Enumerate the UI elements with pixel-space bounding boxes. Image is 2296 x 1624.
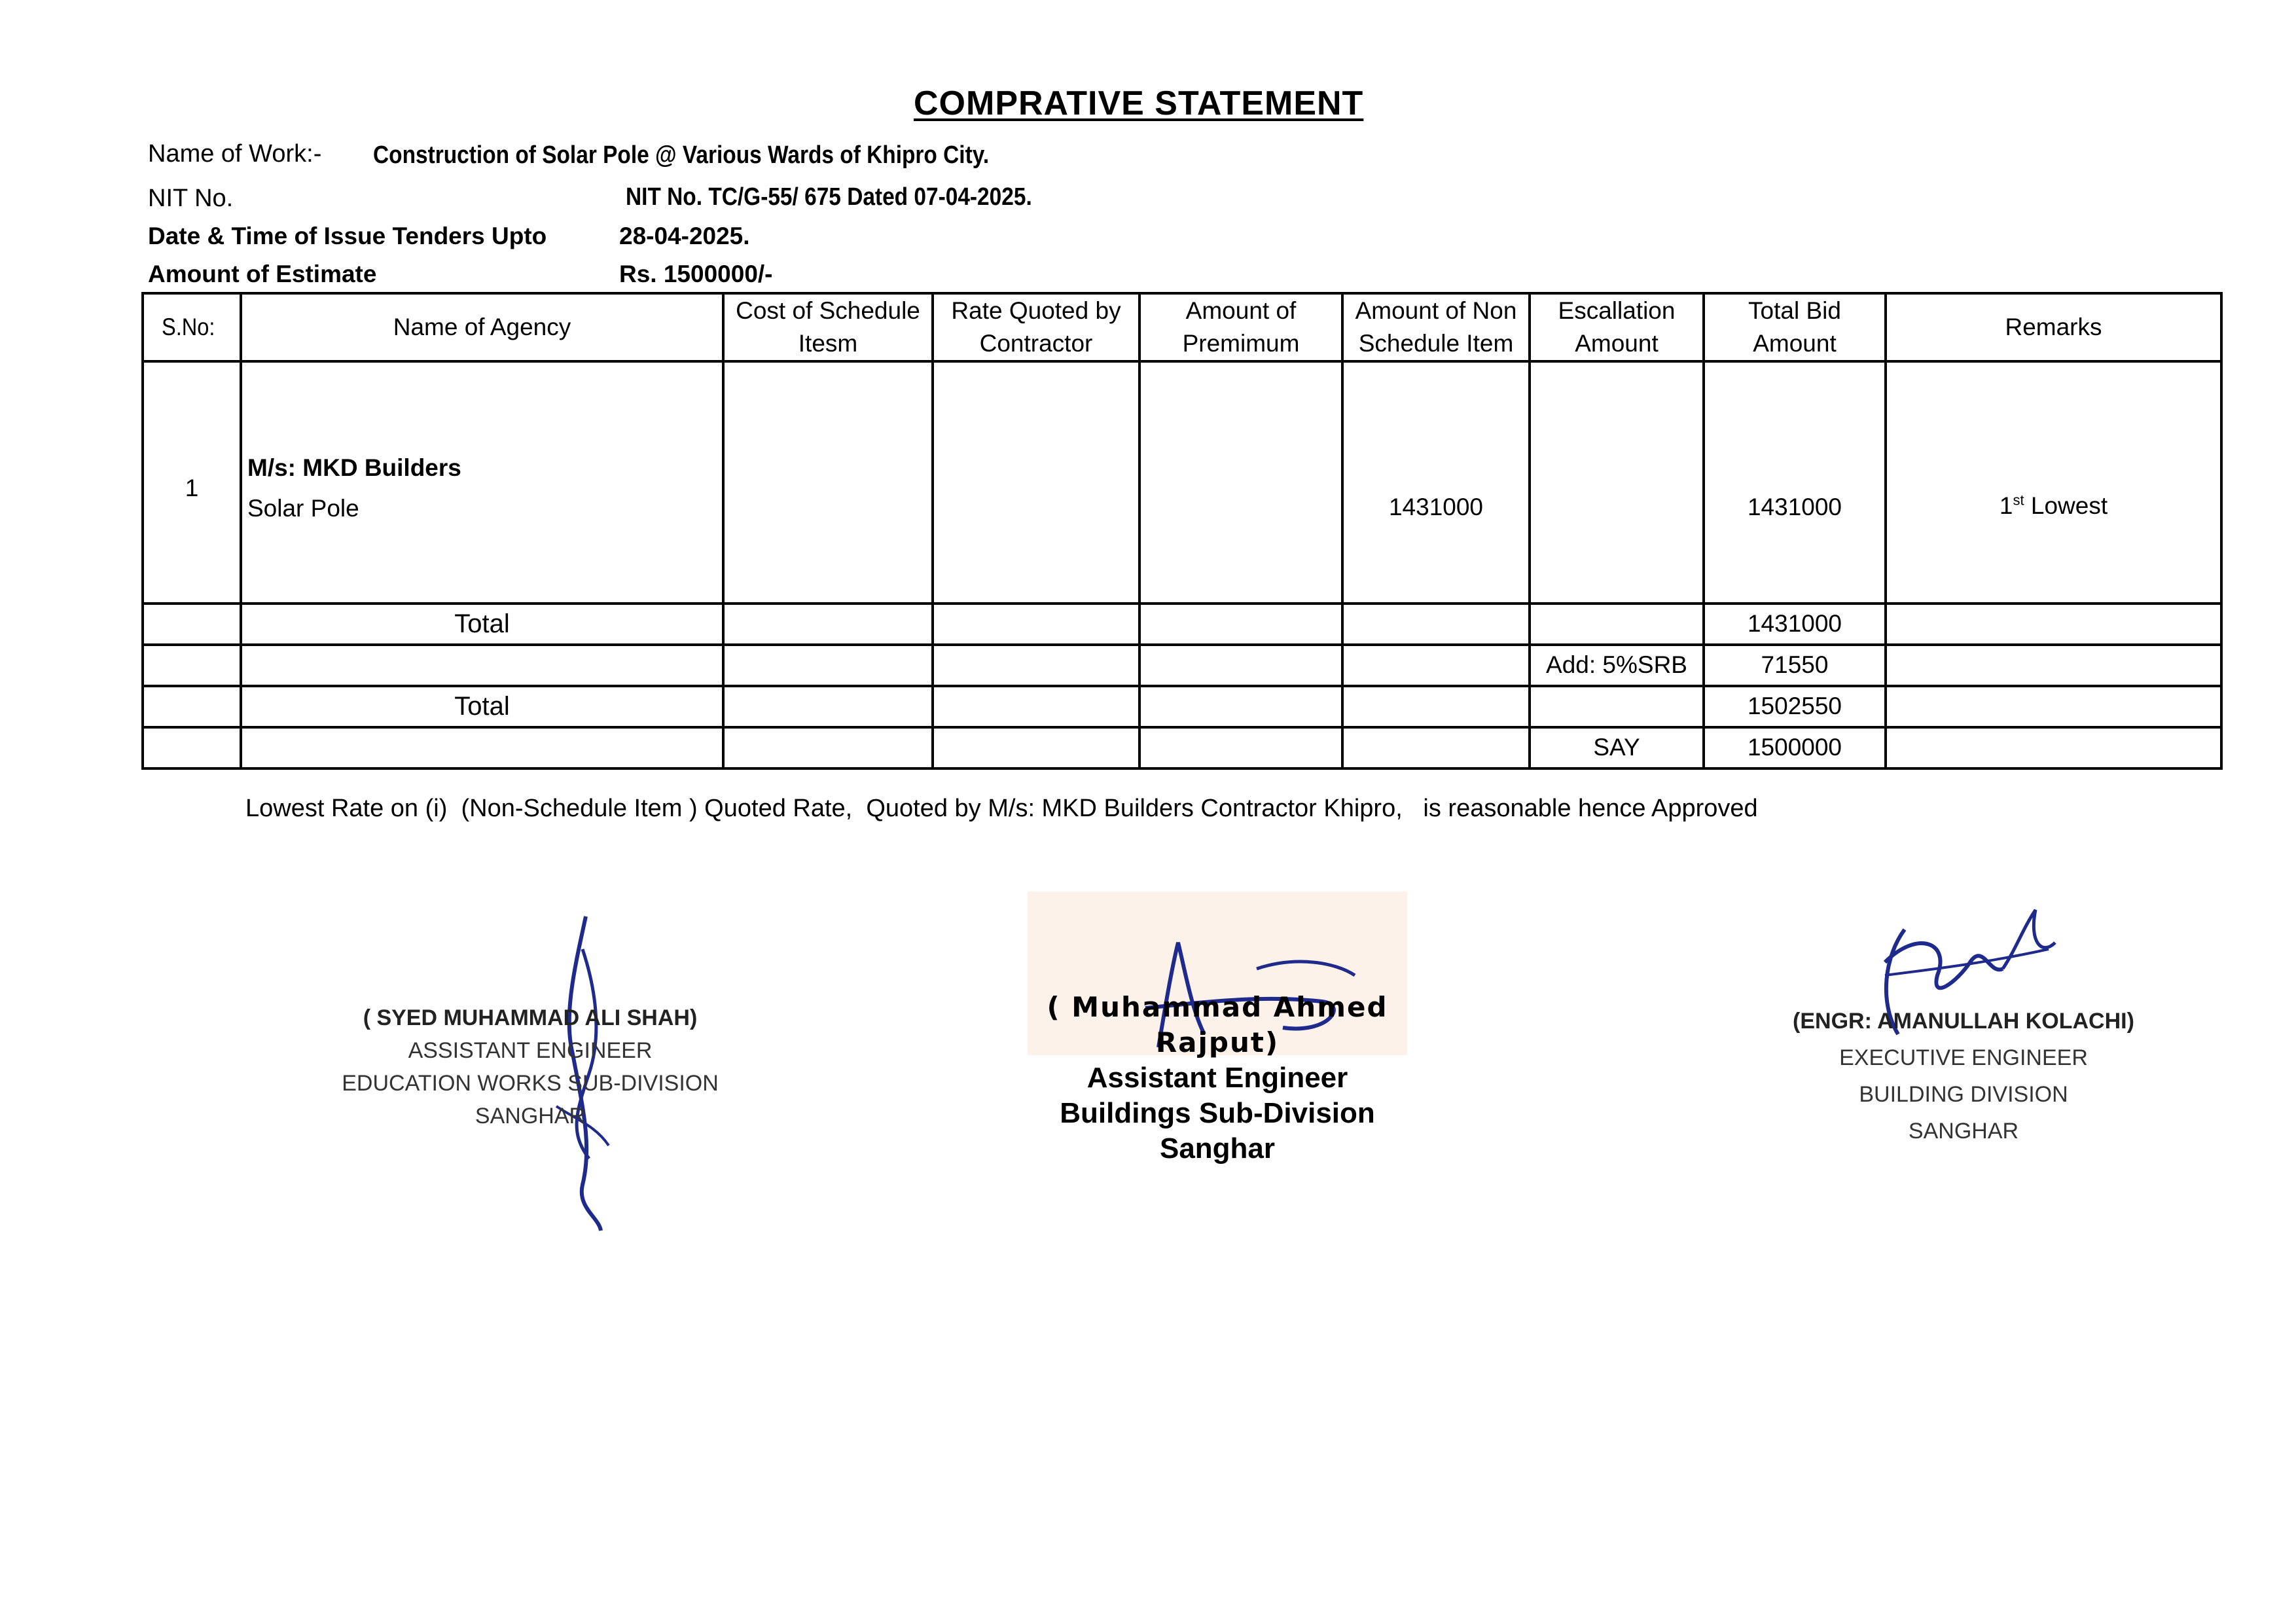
table-header-row <box>143 293 2221 361</box>
row-cost-schedule <box>723 361 933 604</box>
total-label: Total <box>241 604 723 645</box>
estimate-label: Amount of Estimate <box>148 261 377 287</box>
header-cost-schedule: Cost of Schedule Itesm <box>723 293 933 361</box>
say-label: SAY <box>1530 727 1704 768</box>
sig-left-name: ( SYED MUHAMMAD ALI SHAH) <box>363 1005 698 1030</box>
srb-value: 71550 <box>1704 645 1886 686</box>
name-of-work-value: Construction of Solar Pole @ Various Wards of Khipro City. <box>373 141 990 169</box>
issue-date-label: Date & Time of Issue Tenders Upto <box>148 223 547 249</box>
header-total-bid: Total Bid Amount <box>1704 293 1886 361</box>
signature-right <box>1728 1003 2199 1149</box>
issue-date-value: 28-04-2025. <box>619 223 750 249</box>
table-row <box>143 361 2221 604</box>
estimate-value: Rs. 1500000/- <box>619 261 773 287</box>
agency-item: Solar Pole <box>247 494 359 522</box>
say-value: 1500000 <box>1704 727 1886 768</box>
say-row <box>143 727 2221 768</box>
name-of-work-label: Name of Work:- <box>148 140 322 168</box>
total-row <box>143 604 2221 645</box>
sig-right-designation: EXECUTIVE ENGINEER <box>1839 1045 2088 1070</box>
sig-left-place: SANGHAR <box>475 1104 586 1128</box>
grand-total-row <box>143 686 2221 727</box>
row-premium <box>1139 361 1342 604</box>
header-remarks: Remarks <box>1886 293 2221 361</box>
signature-left <box>308 1001 753 1132</box>
sig-right-name: (ENGR: AMANULLAH KOLACHI) <box>1793 1009 2134 1034</box>
srb-row <box>143 645 2221 686</box>
sig-center-designation: Assistant Engineer <box>1086 1062 1348 1094</box>
total-value: 1431000 <box>1704 604 1886 645</box>
row-total-bid: 1431000 <box>1704 361 1886 604</box>
sig-right-office: BUILDING DIVISION <box>1859 1082 2068 1107</box>
sig-center-name: ( Muhammad Ahmed Rajput) <box>1047 991 1388 1058</box>
nit-label: NIT No. <box>148 185 234 212</box>
row-rate-quoted <box>933 361 1139 604</box>
row-remarks: 1st Lowest <box>1886 361 2221 604</box>
header-premium: Amount of Premimum <box>1139 293 1342 361</box>
header-escalation: Escallation Amount <box>1530 293 1704 361</box>
row-agency <box>241 361 723 604</box>
sig-center-office: Buildings Sub-Division <box>1060 1097 1375 1129</box>
grand-total-label: Total <box>241 686 723 727</box>
sig-left-office: EDUCATION WORKS SUB-DIVISION <box>342 1071 719 1096</box>
approval-note: Lowest Rate on (i) (Non-Schedule Item ) Quoted Rate, Quoted by M/s: MKD Builders Contractor Khipro, is reasonable hence Approved <box>245 795 1758 822</box>
row-escalation <box>1530 361 1704 604</box>
sig-left-designation: ASSISTANT ENGINEER <box>408 1038 653 1063</box>
agency-name: M/s: MKD Builders <box>247 454 461 481</box>
nit-value: NIT No. TC/G-55/ 675 Dated 07-04-2025. <box>626 183 1032 211</box>
grand-total-value: 1502550 <box>1704 686 1886 727</box>
row-sno: 1 <box>143 361 241 604</box>
sig-right-place: SANGHAR <box>1908 1119 2019 1144</box>
row-non-schedule: 1431000 <box>1342 361 1530 604</box>
page-title: COMPRATIVE STATEMENT <box>914 84 1364 122</box>
header-non-schedule: Amount of Non Schedule Item <box>1342 293 1530 361</box>
header-agency: Name of Agency <box>241 293 723 361</box>
sig-center-place: Sanghar <box>1159 1132 1276 1164</box>
srb-label: Add: 5%SRB <box>1530 645 1704 686</box>
header-rate-quoted: Rate Quoted by Contractor <box>933 293 1139 361</box>
comparative-table <box>141 292 2223 770</box>
signature-center <box>982 990 1453 1166</box>
header-sno: S.No: <box>143 293 241 361</box>
